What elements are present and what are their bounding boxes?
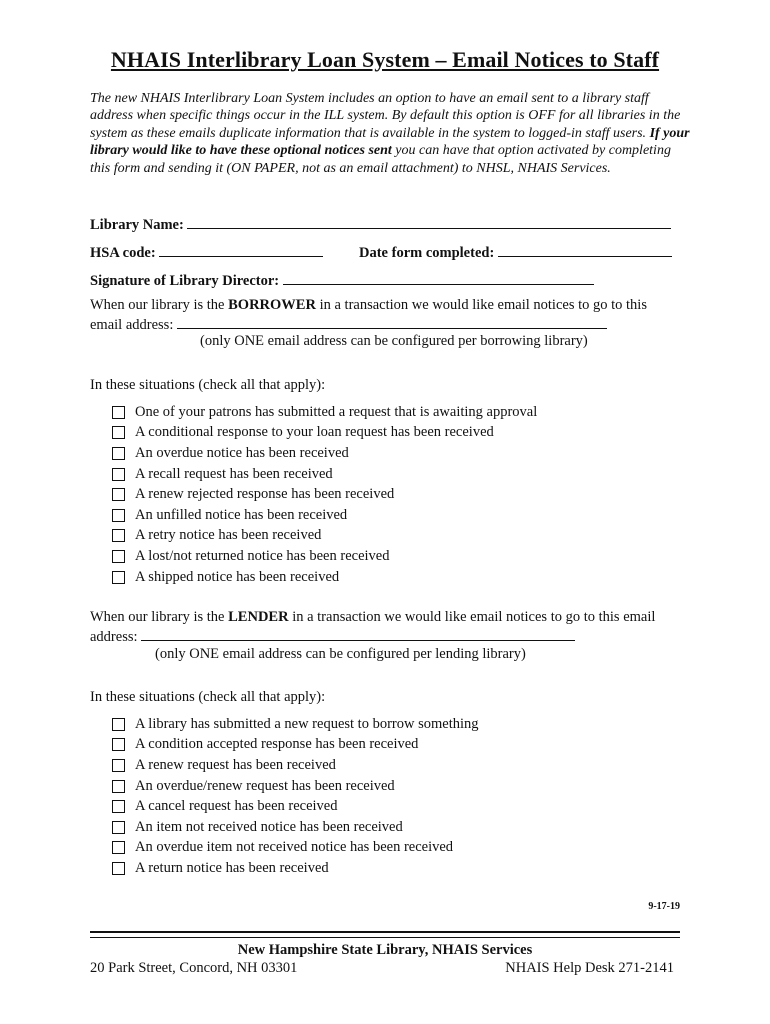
checkbox[interactable]	[112, 426, 125, 439]
signature-field[interactable]	[283, 271, 594, 285]
hsa-code-field[interactable]	[159, 243, 323, 257]
checkbox[interactable]	[112, 738, 125, 751]
checkbox[interactable]	[112, 550, 125, 563]
lender-situations-label: In these situations (check all that apply):	[90, 689, 326, 705]
check-label: One of your patrons has submitted a request that is awaiting approval	[135, 403, 538, 420]
lender-email-field[interactable]	[141, 627, 575, 641]
library-name-label: Library Name:	[90, 217, 184, 233]
checkbox[interactable]	[112, 780, 125, 793]
form-revision-date: 9-17-19	[648, 901, 680, 912]
checkbox[interactable]	[112, 718, 125, 731]
lender-check-item[interactable]	[112, 776, 479, 797]
checkbox[interactable]	[112, 841, 125, 854]
borrower-intro-pre: When our library is the	[90, 297, 229, 313]
checkbox[interactable]	[112, 800, 125, 813]
borrower-role: BORROWER	[228, 297, 316, 313]
hsa-code-row	[90, 243, 323, 262]
borrower-check-item[interactable]	[112, 526, 537, 547]
borrower-intro-post: in a transaction we would like email notices to go to this	[315, 297, 647, 313]
intro-paragraph	[90, 90, 690, 177]
footer-divider-thin	[90, 937, 680, 938]
date-completed-row	[359, 243, 672, 262]
checkbox[interactable]	[112, 571, 125, 584]
lender-check-item[interactable]	[112, 714, 479, 735]
intro-text-bold: If your library would like to have these optional notices sent	[90, 125, 690, 159]
signature-label: Signature of Library Director:	[90, 273, 280, 289]
check-label: A condition accepted response has been received	[135, 736, 419, 753]
checkbox[interactable]	[112, 509, 125, 522]
intro-text-1: The new NHAIS Interlibrary Loan System includes an option to have an email sent to a library staff address when specific things occur in the ILL system. By default this option is OFF for all libraries in the system as these emails duplicate information that is available in the system to logged-in staff users.	[90, 91, 681, 141]
borrower-check-item[interactable]	[112, 567, 537, 588]
check-label: An overdue item not received notice has been received	[135, 839, 454, 856]
lender-intro-post: in a transaction we would like email notices to go to this email	[288, 609, 656, 625]
borrower-check-item[interactable]	[112, 402, 537, 423]
checkbox[interactable]	[112, 488, 125, 501]
borrower-email-field[interactable]	[177, 315, 607, 329]
footer-address: 20 Park Street, Concord, NH 03301	[90, 960, 298, 976]
check-label: A cancel request has been received	[135, 798, 338, 815]
check-label: A lost/not returned notice has been received	[135, 547, 390, 564]
check-label: An overdue/renew request has been received	[135, 777, 395, 794]
borrower-email-label: email address:	[90, 317, 174, 333]
check-label: A recall request has been received	[135, 465, 333, 482]
intro-text-2: you can have that option activated by completing this form and sending it (ON PAPER, not as an email attachment) to NHSL, NHAIS Services.	[90, 143, 671, 176]
checkbox[interactable]	[112, 862, 125, 875]
lender-checklist	[112, 714, 479, 879]
date-completed-label: Date form completed:	[359, 245, 495, 261]
borrower-situations-label: In these situations (check all that apply):	[90, 377, 326, 393]
checkbox[interactable]	[112, 821, 125, 834]
lender-check-item[interactable]	[112, 858, 479, 879]
lender-role: LENDER	[228, 609, 289, 625]
check-label: A library has submitted a new request to borrow something	[135, 715, 479, 732]
borrower-check-item[interactable]	[112, 464, 537, 485]
checkbox[interactable]	[112, 447, 125, 460]
check-label: An unfilled notice has been received	[135, 506, 348, 523]
check-label: A conditional response to your loan request has been received	[135, 424, 494, 441]
borrower-email-note: (only ONE email address can be configured per borrowing library)	[200, 333, 588, 349]
borrower-email-row	[90, 315, 607, 334]
check-label: A renew request has been received	[135, 756, 336, 773]
borrower-check-item[interactable]	[112, 484, 537, 505]
form-title: NHAIS Interlibrary Loan System – Email Notices to Staff	[110, 47, 660, 72]
date-completed-field[interactable]	[498, 243, 672, 257]
lender-check-item[interactable]	[112, 796, 479, 817]
lender-check-item[interactable]	[112, 755, 479, 776]
checkbox[interactable]	[112, 468, 125, 481]
library-name-field[interactable]	[187, 215, 671, 229]
library-name-row	[90, 215, 671, 234]
lender-email-row	[90, 627, 575, 646]
lender-email-label: address:	[90, 629, 138, 645]
lender-check-item[interactable]	[112, 817, 479, 838]
check-label: A retry notice has been received	[135, 527, 322, 544]
footer-organization: New Hampshire State Library, NHAIS Services	[237, 942, 533, 958]
check-label: An overdue notice has been received	[135, 444, 349, 461]
borrower-intro-line	[90, 297, 647, 314]
footer-helpdesk: NHAIS Help Desk 271-2141	[505, 960, 674, 976]
borrower-checklist	[112, 402, 537, 587]
borrower-check-item[interactable]	[112, 505, 537, 526]
checkbox[interactable]	[112, 406, 125, 419]
lender-intro-line	[90, 609, 655, 626]
checkbox[interactable]	[112, 759, 125, 772]
footer-divider-thick	[90, 931, 680, 933]
check-label: A renew rejected response has been received	[135, 486, 395, 503]
lender-email-note: (only ONE email address can be configured per lending library)	[155, 646, 526, 662]
lender-intro-pre: When our library is the	[90, 609, 229, 625]
check-label: An item not received notice has been received	[135, 818, 403, 835]
lender-check-item[interactable]	[112, 735, 479, 756]
lender-check-item[interactable]	[112, 838, 479, 859]
borrower-check-item[interactable]	[112, 443, 537, 464]
signature-row	[90, 271, 594, 290]
check-label: A return notice has been received	[135, 859, 329, 876]
checkbox[interactable]	[112, 529, 125, 542]
borrower-check-item[interactable]	[112, 423, 537, 444]
borrower-check-item[interactable]	[112, 546, 537, 567]
hsa-code-label: HSA code:	[90, 245, 156, 261]
check-label: A shipped notice has been received	[135, 568, 340, 585]
